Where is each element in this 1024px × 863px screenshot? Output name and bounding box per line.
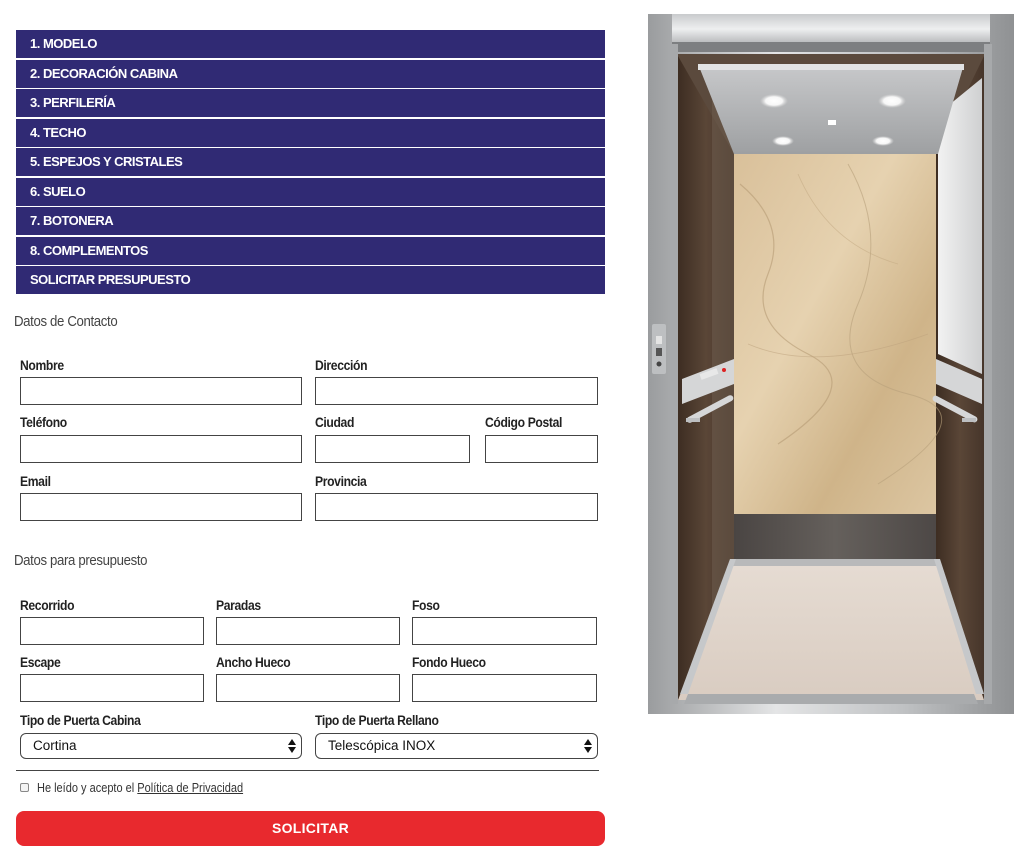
email-label: Email — [20, 474, 51, 489]
privacy-policy-link[interactable]: Política de Privacidad — [137, 780, 244, 795]
puerta-rellano-value: Telescópica INOX — [328, 738, 436, 753]
menu-item-solicitar-presupuesto[interactable]: SOLICITAR PRESUPUESTO — [16, 266, 605, 294]
provincia-label: Provincia — [315, 474, 367, 489]
menu-item-decoracion-cabina[interactable]: 2. DECORACIÓN CABINA — [16, 60, 605, 88]
recorrido-input[interactable] — [20, 617, 204, 645]
foso-label: Foso — [412, 598, 440, 613]
contact-section-title: Datos de Contacto — [14, 313, 118, 330]
ciudad-input[interactable] — [315, 435, 470, 463]
direccion-label: Dirección — [315, 358, 368, 373]
quote-section-title: Datos para presupuesto — [14, 552, 148, 569]
ancho-hueco-input[interactable] — [216, 674, 400, 702]
codigo-postal-input[interactable] — [485, 435, 598, 463]
foso-input[interactable] — [412, 617, 597, 645]
menu-item-botonera[interactable]: 7. BOTONERA — [16, 207, 605, 235]
menu-item-complementos[interactable]: 8. COMPLEMENTOS — [16, 237, 605, 265]
nombre-input[interactable] — [20, 377, 302, 405]
escape-label: Escape — [20, 655, 61, 670]
select-arrows-icon — [288, 737, 296, 755]
paradas-label: Paradas — [216, 598, 261, 613]
privacy-consent — [20, 780, 271, 795]
solicitar-button[interactable]: SOLICITAR — [16, 811, 605, 846]
select-arrows-icon — [584, 737, 592, 755]
fondo-hueco-label: Fondo Hueco — [412, 655, 486, 670]
email-input[interactable] — [20, 493, 302, 521]
codigo-postal-label: Código Postal — [485, 415, 563, 430]
puerta-cabina-label: Tipo de Puerta Cabina — [20, 713, 141, 728]
recorrido-label: Recorrido — [20, 598, 75, 613]
provincia-input[interactable] — [315, 493, 598, 521]
menu-item-modelo[interactable]: 1. MODELO — [16, 30, 605, 58]
ancho-hueco-label: Ancho Hueco — [216, 655, 291, 670]
escape-input[interactable] — [20, 674, 204, 702]
fondo-hueco-input[interactable] — [412, 674, 597, 702]
menu-item-perfileria[interactable]: 3. PERFILERÍA — [16, 89, 605, 117]
puerta-rellano-label: Tipo de Puerta Rellano — [315, 713, 439, 728]
telefono-input[interactable] — [20, 435, 302, 463]
nombre-label: Nombre — [20, 358, 64, 373]
configurator-menu — [16, 30, 605, 296]
form-divider — [16, 770, 599, 771]
privacy-text: He leído y acepto el — [37, 780, 138, 795]
elevator-cabin-image — [648, 14, 1014, 714]
telefono-label: Teléfono — [20, 415, 67, 430]
privacy-checkbox[interactable] — [20, 783, 29, 792]
paradas-input[interactable] — [216, 617, 400, 645]
puerta-cabina-value: Cortina — [33, 738, 77, 753]
menu-item-techo[interactable]: 4. TECHO — [16, 119, 605, 147]
direccion-input[interactable] — [315, 377, 598, 405]
puerta-cabina-select[interactable] — [20, 733, 302, 759]
menu-item-suelo[interactable]: 6. SUELO — [16, 178, 605, 206]
menu-item-espejos-cristales[interactable]: 5. ESPEJOS Y CRISTALES — [16, 148, 605, 176]
ciudad-label: Ciudad — [315, 415, 355, 430]
puerta-rellano-select[interactable] — [315, 733, 598, 759]
